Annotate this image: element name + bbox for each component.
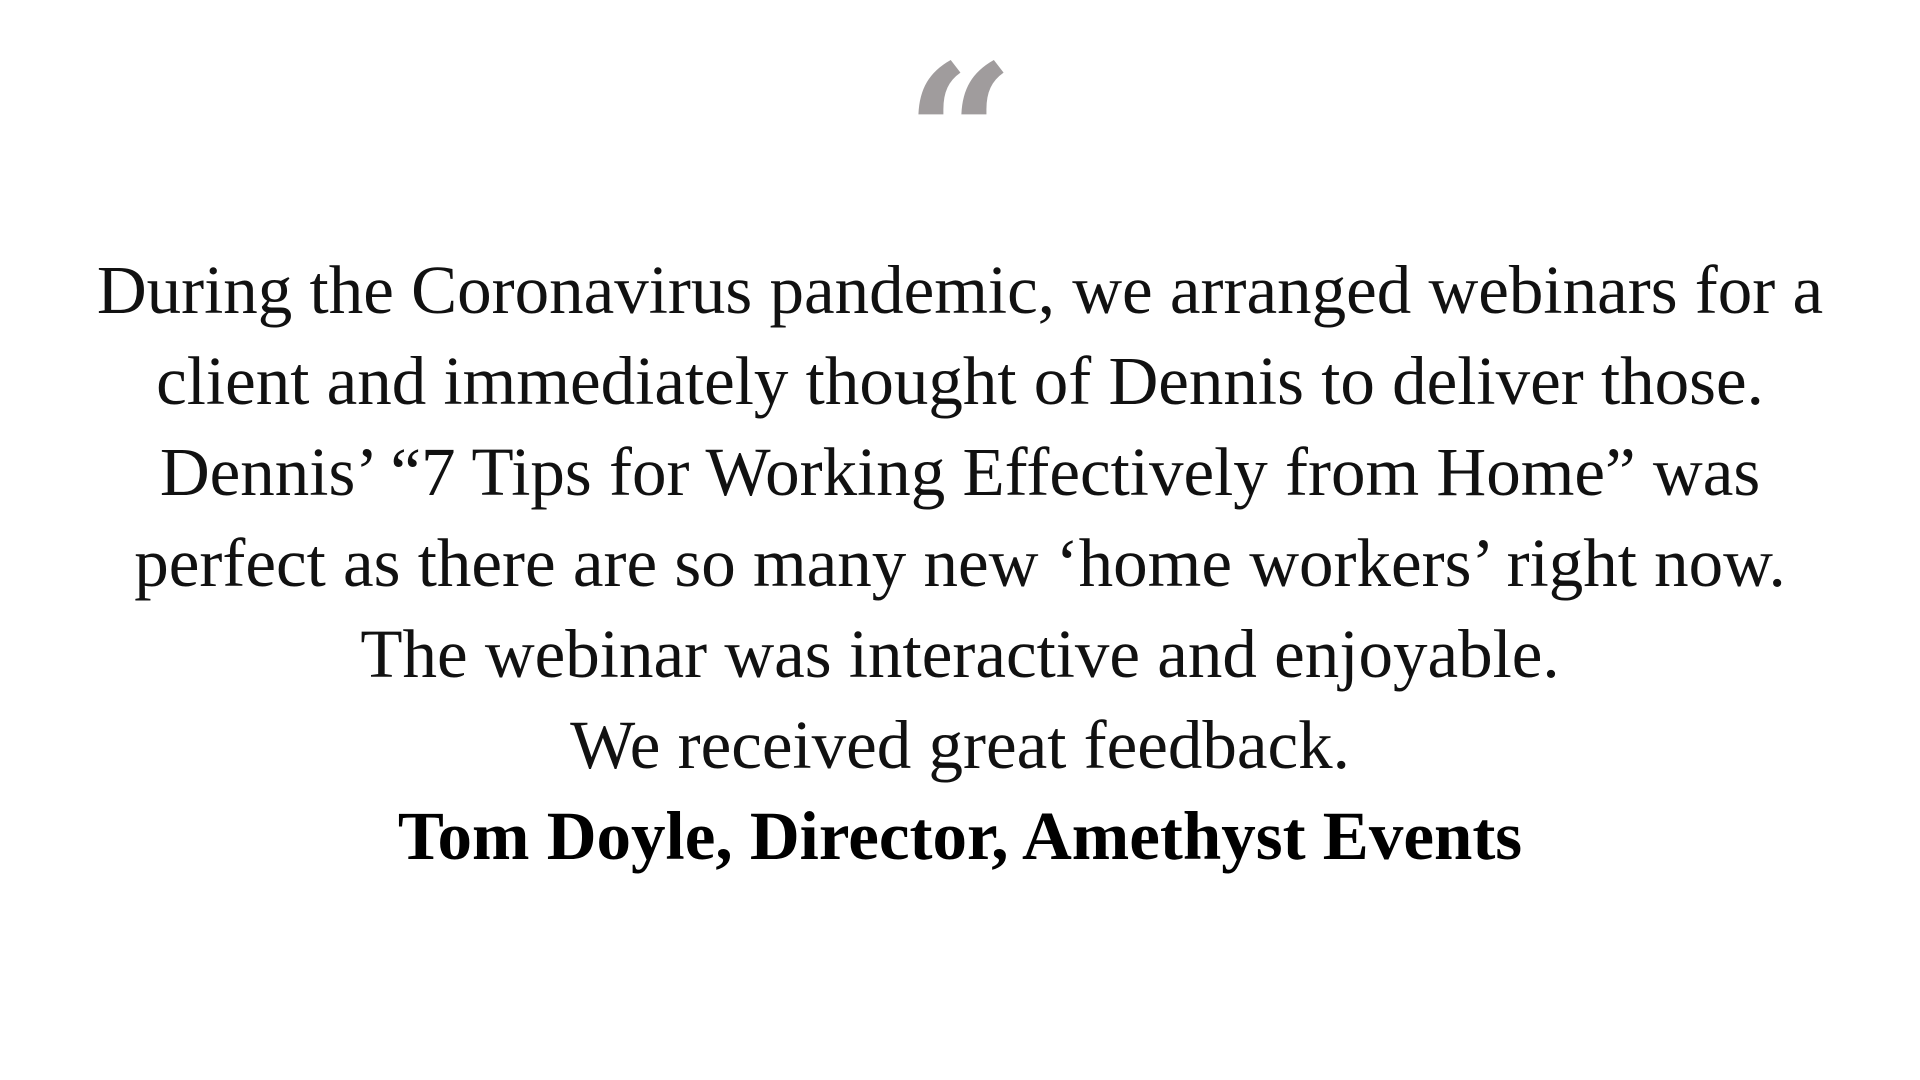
quote-line: perfect as there are so many new ‘home workers’ right now. bbox=[134, 525, 1786, 601]
attribution: Tom Doyle, Director, Amethyst Events bbox=[397, 798, 1523, 874]
quote-line: We received great feedback. bbox=[570, 707, 1350, 783]
quote-line: client and immediately thought of Dennis to deliver those. bbox=[156, 343, 1764, 419]
quote-line: Dennis’ “7 Tips for Working Effectively from Home” was bbox=[159, 434, 1761, 510]
quote-line: During the Coronavirus pandemic, we arranged webinars for a bbox=[96, 252, 1824, 328]
testimonial-quote bbox=[40, 245, 1880, 882]
quote-mark-icon: “ bbox=[905, 23, 1015, 246]
quote-line: The webinar was interactive and enjoyable. bbox=[360, 616, 1560, 692]
